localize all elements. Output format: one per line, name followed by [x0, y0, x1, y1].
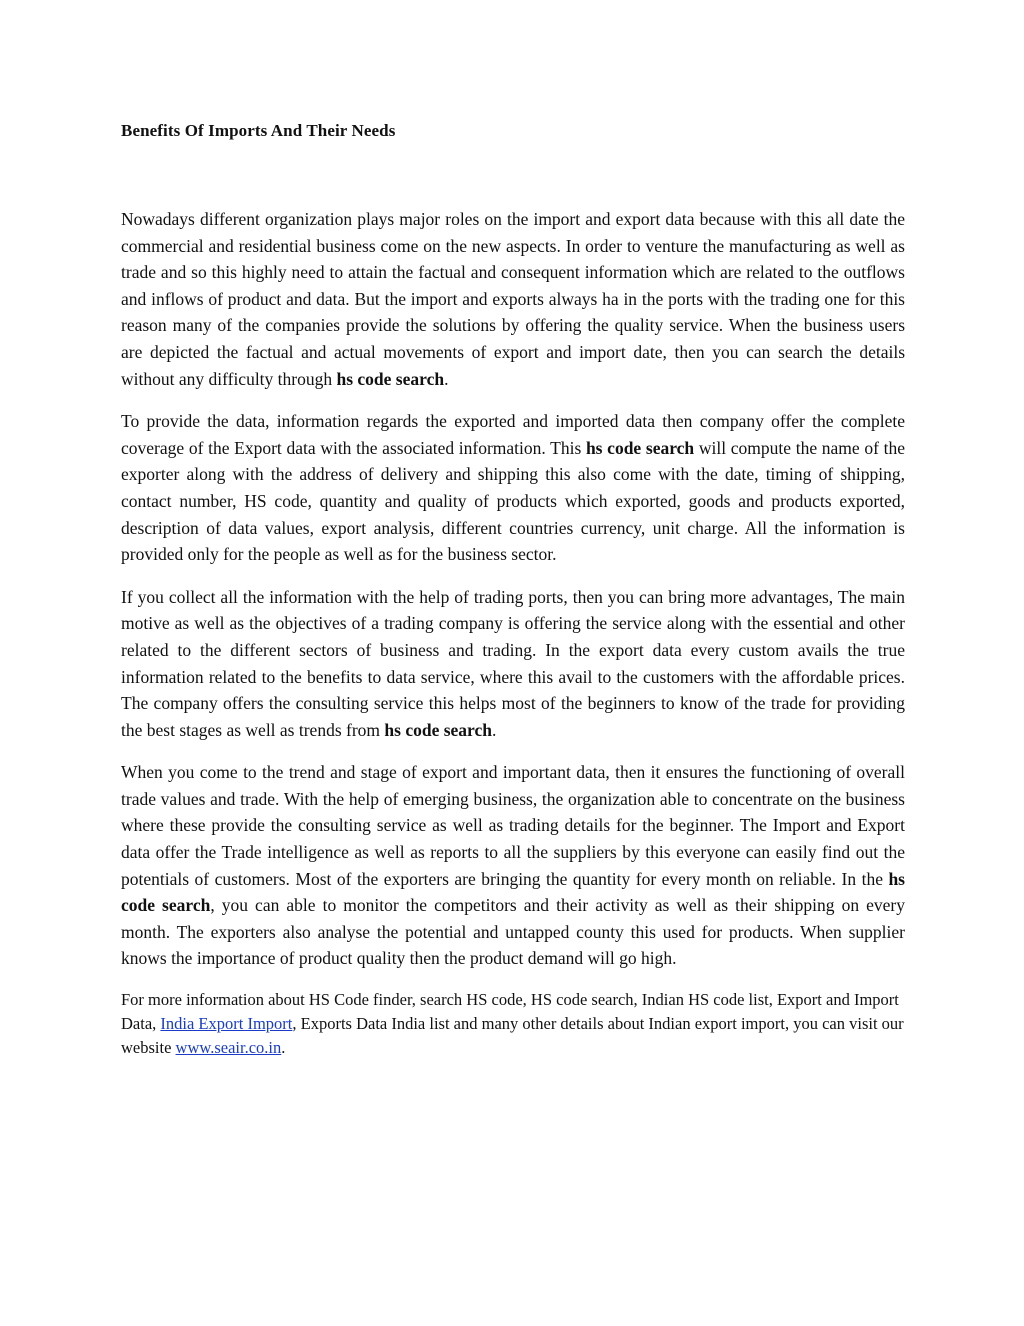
keyword-hs-code-search: hs code search — [384, 719, 492, 740]
paragraph-text: , you can able to monitor the competitors and their activity as well as their shipping on every month. The exporters also analyse the potential and untapped county this used for products. When supplier knows the importance of product quality then the product demand will go high. — [121, 895, 905, 969]
document-title: Benefits Of Imports And Their Needs — [121, 121, 396, 140]
paragraph-text: . — [444, 368, 449, 389]
keyword-hs-code-search: hs code search — [585, 437, 695, 458]
paragraph-text: To provide the data, information regards the exported and imported data then company offer the complete coverage of the Export data with the associated information. This — [121, 411, 905, 458]
paragraph-text: When you come to the trend and stage of export and important data, then it ensures the functioning of overall trade values and trade. With the help of emerging business, the organization able to concentrate on the business where these provide the consulting service as well as trading details for the beginner. The Import and Export data offer the Trade intelligence as well as reports to all the suppliers by this everyone can easily find out the potentials of customers. Most of the exporters are bringing the quantity for every month on reliable. In the — [121, 762, 905, 889]
keyword-hs-code-search: hs code search — [121, 868, 905, 916]
footer-info — [121, 988, 905, 1060]
paragraph-2 — [121, 408, 905, 568]
keyword-hs-code-search: hs code search — [336, 368, 445, 389]
footer-text: . — [281, 1038, 286, 1058]
footer-text: For more information about HS Code finder, search HS code, HS code search, Indian HS code list, Export and Import Data, — [121, 990, 899, 1034]
india-export-import-link[interactable]: India Export Import — [160, 1014, 293, 1034]
website-link[interactable]: www.seair.co.in — [175, 1038, 282, 1058]
paragraph-3 — [121, 584, 905, 744]
paragraph-text: If you collect all the information with the help of trading ports, then you can bring more advantages, The main motive as well as the objectives of a trading company is offering the service along with the essential and other related to the different sectors of business and trading. In the export data every custom avails the true information related to the benefits to data service, where this avail to the customers with the affordable prices. The company offers the consulting service this helps most of the beginners to know of the trade for providing the best stages as well as trends from — [121, 586, 905, 740]
paragraph-text: Nowadays different organization plays major roles on the import and export data because with this all date the commercial and residential business come on the new aspects. In order to venture the manufacturing as well as trade and so this highly need to attain the factual and consequent information which are related to the outflows and inflows of product and data. But the import and exports always ha in the ports with the trading one for this reason many of the companies provide the solutions by offering the quality service. When the business users are depicted the factual and actual movements of export and import date, then you can search the details without any difficulty through — [121, 209, 905, 389]
paragraph-text: will compute the name of the exporter along with the address of delivery and shipping this also come with the date, timing of shipping, contact number, HS code, quantity and quality of products which exported, goods and products exported, description of data values, export analysis, different countries currency, unit charge. All the information is provided only for the people as well as for the business sector. — [121, 437, 906, 565]
footer-text: , Exports Data India list and many other details about Indian export import, you can visit our website — [121, 1014, 904, 1058]
paragraph-4 — [121, 759, 905, 972]
paragraph-text: . — [492, 719, 497, 740]
paragraph-1 — [121, 206, 905, 392]
document-body — [121, 118, 905, 1060]
